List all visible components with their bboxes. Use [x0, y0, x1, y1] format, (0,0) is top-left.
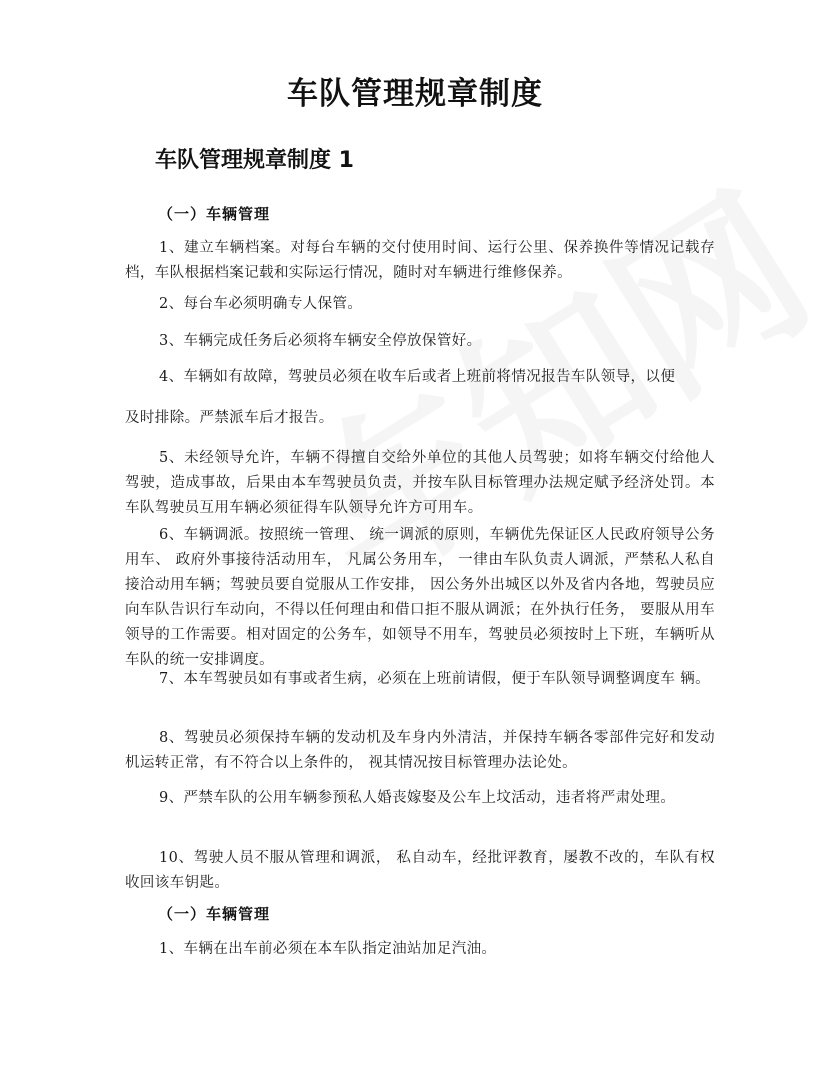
- paragraph-7: 7、本车驾驶员如有事或者生病，必须在上班前请假，便于车队领导调整调度车 辆。: [159, 671, 711, 687]
- paragraph-4-continued: 及时排除。严禁派车后才报告。: [125, 410, 334, 426]
- paragraph-4: 4、车辆如有故障，驾驶员必须在收车后或者上班前将情况报告车队领导，以便: [159, 369, 676, 385]
- paragraph-10: 10、驾驶人员不服从管理和调派， 私自动车，经批评教育，屡教不改的，车队有权收回该车钥匙。: [125, 850, 715, 891]
- document-subtitle: 车队管理规章制度 1: [155, 148, 354, 173]
- paragraph-3: 3、车辆完成任务后必须将车辆安全停放保管好。: [159, 333, 482, 349]
- paragraph-8: 8、驾驶员必须保持车辆的发动机及车身内外清洁，并保持车辆各零部件完好和发动机运转正常，有不符合以上条件的， 视其情况按目标管理办法论处。: [125, 730, 715, 771]
- section-heading-1: （一）车辆管理: [158, 205, 271, 223]
- paragraph-5: 5、未经领导允许，车辆不得擅自交给外单位的其他人员驾驶；如将车辆交付给他人驾驶，造成事故，后果由本车驾驶员负责，并按车队目标管理办法规定赋予经济处罚。本车队驾驶员互用车辆必须征得车队领导允许方可用车。: [125, 450, 715, 516]
- paragraph-11: 1、车辆在出车前必须在本车队指定油站加足汽油。: [159, 941, 497, 957]
- paragraph-9: 9、严禁车队的公用车辆参预私人婚丧嫁娶及公车上坟活动，违者将严肃处理。: [159, 790, 676, 806]
- document-title: 车队管理规章制度: [287, 76, 543, 112]
- paragraph-6: 6、车辆调派。按照统一管理、 统一调派的原则，车辆优先保证区人民政府领导公务用车、 政府外事接待活动用车， 凡属公务用车， 一律由车队负责人调派，严禁私人私自接洽动用车辆；驾驶员要自觉服从工作安排， 因公务外出城区以外及省内各地，驾驶员应向车队告识行车动向，不得以任何理由和借口拒不服从调派；在外执行任务， 要服从用车领导的工作需要。相对固定的公务车，如领导不用车，驾驶员必须按时上下班，车辆听从车队的统一安排调度。: [125, 527, 715, 668]
- section-heading-2: （一）车辆管理: [158, 905, 271, 923]
- paragraph-2: 2、每台车必须明确专人保管。: [159, 296, 363, 312]
- paragraph-1: 1、建立车辆档案。对每台车辆的交付使用时间、运行公里、保养换件等情况记载存档，车队根据档案记载和实际运行情况，随时对车辆进行维修保养。: [125, 240, 715, 281]
